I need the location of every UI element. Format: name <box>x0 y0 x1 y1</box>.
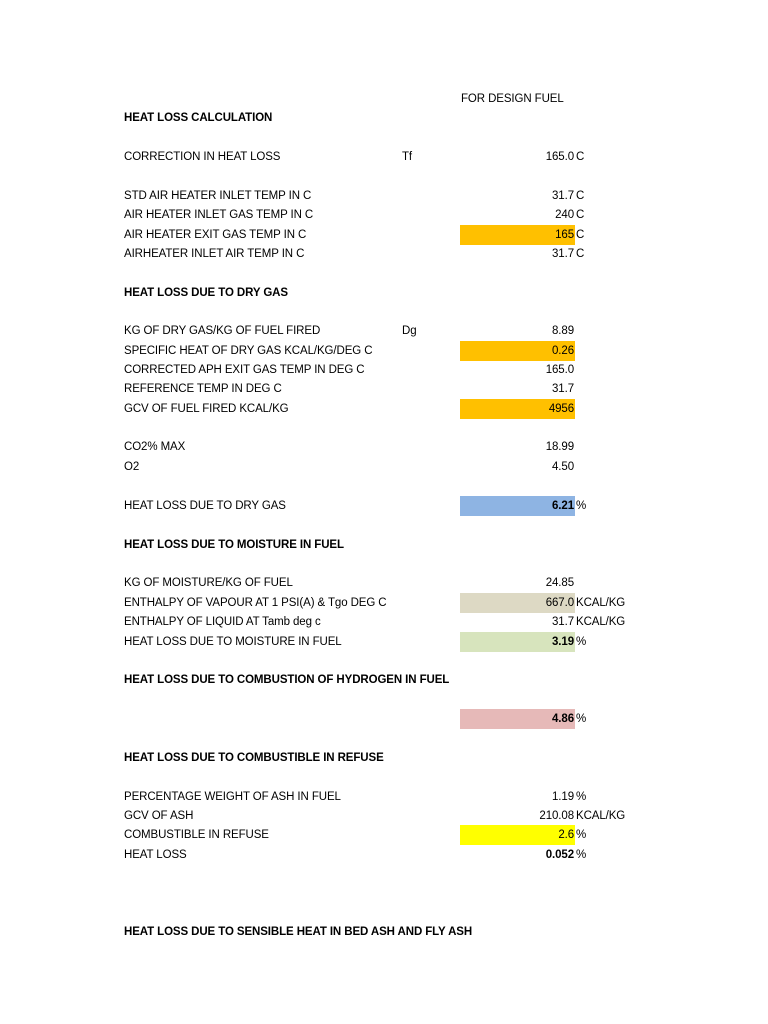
enthalpy-liquid-row <box>0 612 768 632</box>
row-value: 1.19 <box>552 791 574 803</box>
airheater-inlet-air-row <box>0 244 768 264</box>
section-heading: HEAT LOSS DUE TO COMBUSTIBLE IN REFUSE <box>124 752 384 764</box>
combustible-refuse-row <box>0 825 768 845</box>
row-unit: KCAL/KG <box>576 597 626 609</box>
dry-gas-section-heading <box>0 283 768 303</box>
row-value: 31.7 <box>552 616 574 628</box>
reference-temp-row <box>0 379 768 399</box>
refuse-section-heading <box>0 748 768 768</box>
row-label: HEAT LOSS DUE TO MOISTURE IN FUEL <box>124 636 342 648</box>
moisture-section-heading <box>0 535 768 555</box>
row-unit: C <box>576 190 585 202</box>
hydrogen-result-row <box>0 709 768 729</box>
dry-gas-kg-row <box>0 321 768 341</box>
row-value: 0.052 <box>545 849 574 861</box>
ash-percentage-row <box>0 787 768 807</box>
row-unit: C <box>576 209 585 221</box>
corrected-aph-exit-row <box>0 360 768 380</box>
row-unit: C <box>576 248 585 260</box>
row-value: 6.21 <box>460 496 575 516</box>
row-value: 3.19 <box>460 632 575 652</box>
row-label: CORRECTED APH EXIT GAS TEMP IN DEG C <box>124 364 365 376</box>
row-value: 8.89 <box>552 325 574 337</box>
section-heading: HEAT LOSS DUE TO DRY GAS <box>124 287 288 299</box>
row-value: 24.85 <box>545 577 574 589</box>
sensible-heat-section-heading <box>0 922 768 942</box>
design-fuel-header: FOR DESIGN FUEL <box>461 93 564 105</box>
page-title: HEAT LOSS CALCULATION <box>124 112 273 124</box>
air-heater-inlet-gas-row <box>0 205 768 225</box>
row-value: 165 <box>460 225 575 245</box>
row-value: 2.6 <box>460 825 575 845</box>
row-label: ENTHALPY OF LIQUID AT Tamb deg c <box>124 616 321 628</box>
specific-heat-row <box>0 341 768 361</box>
row-label: AIRHEATER INLET AIR TEMP IN C <box>124 248 305 260</box>
row-symbol: Dg <box>402 325 417 337</box>
correction-row <box>0 147 768 167</box>
row-value: 240 <box>555 209 574 221</box>
row-label: HEAT LOSS DUE TO DRY GAS <box>124 500 286 512</box>
row-unit: KCAL/KG <box>576 616 626 628</box>
hydrogen-section-heading <box>0 670 768 690</box>
row-value: 667.0 <box>460 593 575 613</box>
refuse-heat-loss-row <box>0 845 768 865</box>
dry-gas-result-row <box>0 496 768 516</box>
row-label: COMBUSTIBLE IN REFUSE <box>124 829 269 841</box>
moisture-result-row <box>0 632 768 652</box>
gcv-ash-row <box>0 806 768 826</box>
row-value: 31.7 <box>552 190 574 202</box>
enthalpy-vapour-row <box>0 593 768 613</box>
row-label: GCV OF FUEL FIRED KCAL/KG <box>124 403 289 415</box>
gcv-fuel-row <box>0 399 768 419</box>
row-label: PERCENTAGE WEIGHT OF ASH IN FUEL <box>124 791 341 803</box>
o2-row <box>0 457 768 477</box>
row-unit: % <box>576 636 587 648</box>
row-unit: KCAL/KG <box>576 810 626 822</box>
row-label: AIR HEATER EXIT GAS TEMP IN C <box>124 229 307 241</box>
row-value: 210.08 <box>539 810 574 822</box>
row-unit: % <box>576 829 587 841</box>
row-label: SPECIFIC HEAT OF DRY GAS KCAL/KG/DEG C <box>124 345 373 357</box>
row-label: KG OF MOISTURE/KG OF FUEL <box>124 577 293 589</box>
row-unit: C <box>576 229 585 241</box>
row-label: REFERENCE TEMP IN DEG C <box>124 383 282 395</box>
row-label: O2 <box>124 461 140 473</box>
column-header-row <box>0 89 768 109</box>
section-heading: HEAT LOSS DUE TO SENSIBLE HEAT IN BED ASH AND FLY ASH <box>124 926 473 938</box>
row-value: 0.26 <box>460 341 575 361</box>
row-unit: % <box>576 500 587 512</box>
row-value: 165.0 <box>545 151 574 163</box>
row-label: CORRECTION IN HEAT LOSS <box>124 151 281 163</box>
row-label: GCV OF ASH <box>124 810 194 822</box>
row-label: CO2% MAX <box>124 441 186 453</box>
row-unit: C <box>576 151 585 163</box>
row-symbol: Tf <box>402 151 413 163</box>
row-label: KG OF DRY GAS/KG OF FUEL FIRED <box>124 325 321 337</box>
row-value: 31.7 <box>552 383 574 395</box>
air-heater-exit-gas-row <box>0 225 768 245</box>
row-label: ENTHALPY OF VAPOUR AT 1 PSI(A) & Tgo DEG C <box>124 597 387 609</box>
row-unit: % <box>576 713 587 725</box>
row-label: STD AIR HEATER INLET TEMP IN C <box>124 190 312 202</box>
row-label: AIR HEATER INLET GAS TEMP IN C <box>124 209 314 221</box>
row-value: 31.7 <box>552 248 574 260</box>
section-heading: HEAT LOSS DUE TO COMBUSTION OF HYDROGEN IN FUEL <box>124 674 450 686</box>
row-value: 165.0 <box>545 364 574 376</box>
row-value: 4.50 <box>552 461 574 473</box>
co2-max-row <box>0 437 768 457</box>
section-heading: HEAT LOSS DUE TO MOISTURE IN FUEL <box>124 539 344 551</box>
row-label: HEAT LOSS <box>124 849 187 861</box>
moisture-kg-row <box>0 573 768 593</box>
row-value: 18.99 <box>545 441 574 453</box>
row-unit: % <box>576 791 587 803</box>
row-value: 4956 <box>460 399 575 419</box>
title-row <box>0 108 768 128</box>
row-unit: % <box>576 849 587 861</box>
std-air-heater-inlet-row <box>0 186 768 206</box>
row-value: 4.86 <box>460 709 575 729</box>
